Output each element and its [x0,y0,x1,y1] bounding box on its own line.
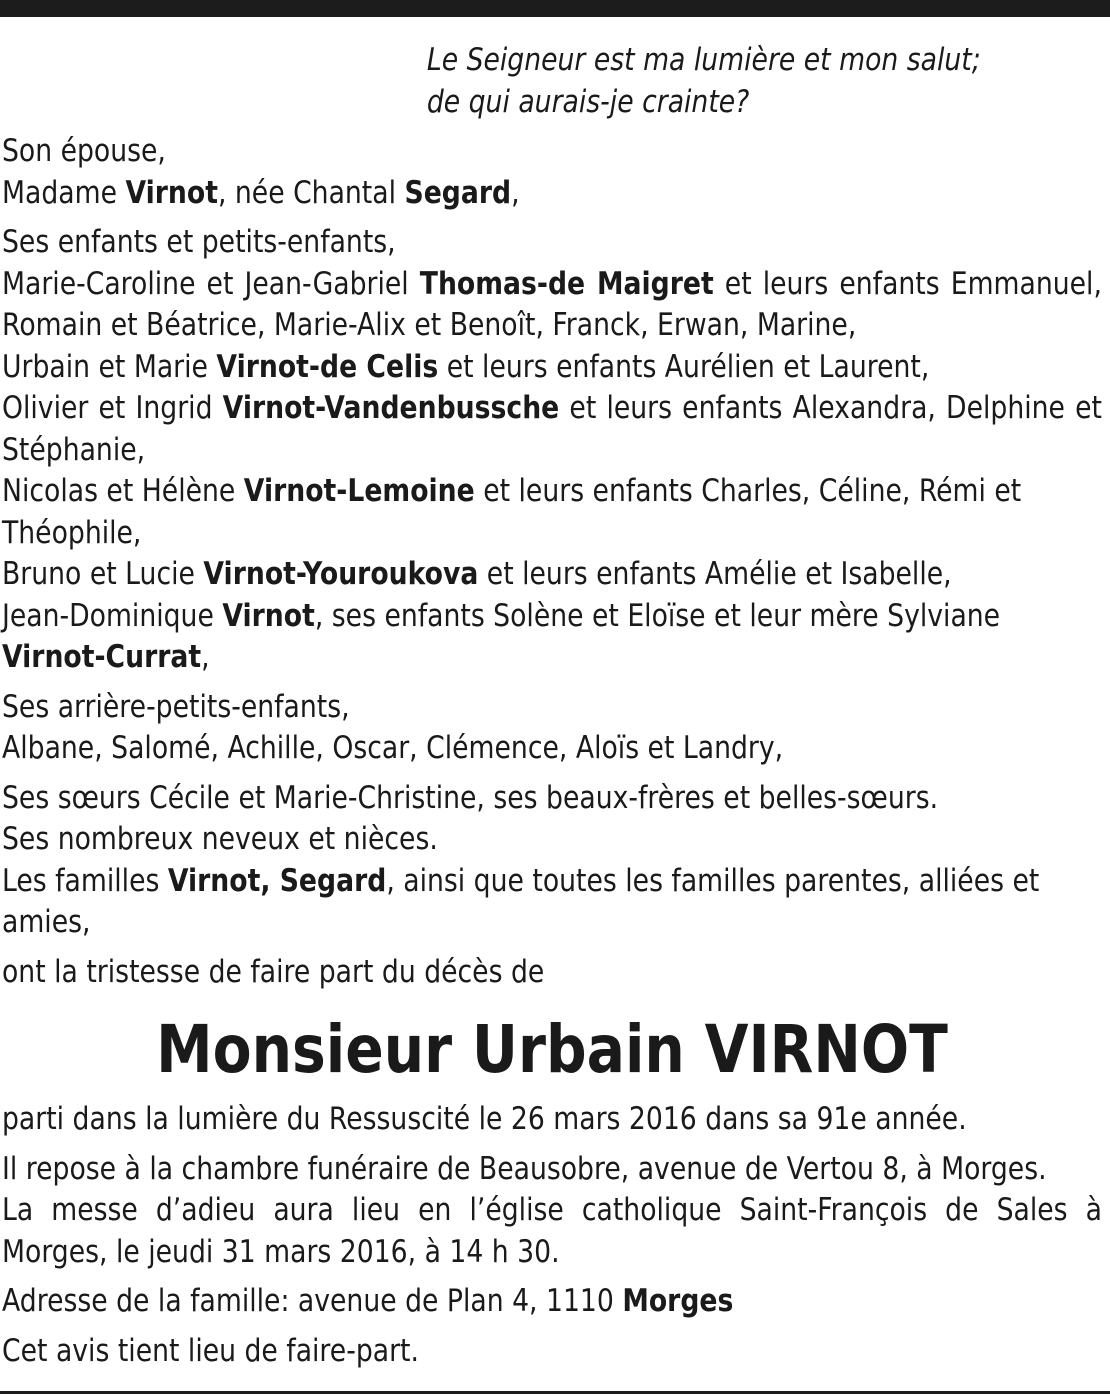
spouse-maiden-name: Segard [404,174,512,211]
spouse-intro: Son épouse, [2,133,166,169]
great-grandchildren-section [2,687,1102,770]
child-6-mother-surname: Virnot-Currat [2,639,202,675]
child-family-1 [2,264,1102,347]
obituary-notice [2,40,1102,1372]
nephews-line: Ses nombreux neveux et nièces. [2,821,438,857]
families-names: Virnot, Segard [167,862,387,899]
child-6-details: , ses enfants Solène et Eloïse et leur mère Sylviane [314,597,1001,634]
child-family-2 [2,347,1102,389]
child-4-surname: Virnot-Lemoine [243,473,475,509]
departure-line: parti dans la lumière du Ressuscité le 26 mars 2016 dans sa 91e année. [2,1101,967,1137]
families-line [2,861,1102,944]
child-2-surname: Virnot-de Celis [216,348,439,385]
child-5-details: et leurs enfants Amélie et Isabelle, [478,556,952,592]
spouse-section [2,131,1102,214]
sisters-line: Ses sœurs Cécile et Marie-Christine, ses beaux-frères et belles-sœurs. [2,779,939,816]
quote-line-1: Le Seigneur est ma lumière et mon salut; [426,42,981,78]
spouse-suffix: , [511,174,520,211]
address-city: Morges [622,1283,734,1319]
spouse-prefix: Madame [2,174,126,211]
child-family-4 [2,471,1102,554]
children-intro: Ses enfants et petits-enfants, [2,224,396,260]
child-5-names: Bruno et Lucie [2,556,204,592]
announcement-line: ont la tristesse de faire part du décès de [2,953,545,990]
child-2-names: Urbain et Marie [2,348,217,385]
spouse-surname: Virnot [125,174,218,211]
child-1-names: Marie-Caroline et Jean-Gabriel [2,265,420,302]
child-4-names: Nicolas et Hélène [2,473,244,509]
child-1-details: et leurs enfants Emmanuel, Romain et Béatrice, Marie-Alix et Benoît, Franck, Erwan, Marine, [2,265,1102,343]
great-grandchildren-intro: Ses arrière-petits-enfants, [2,688,350,725]
child-family-5 [2,554,1102,596]
child-3-names: Olivier et Ingrid [2,390,223,426]
families-prefix: Les familles [2,862,168,899]
bottom-rule [0,1391,1110,1394]
epigraph-quote [427,40,1102,123]
spouse-line [2,173,1102,215]
family-address [2,1281,1102,1323]
rests-line: Il repose à la chambre funéraire de Beausobre, avenue de Vertou 8, à Morges. [2,1150,1047,1187]
child-4-details: et leurs enfants Charles, Céline, Rémi et Théophile, [2,473,1022,551]
children-section [2,222,1102,679]
closing-line: Cet avis tient lieu de faire-part. [2,1332,419,1369]
child-3-surname: Virnot-Vandenbussche [222,390,560,426]
child-5-surname: Virnot-Youroukova [203,556,479,592]
relatives-section [2,778,1102,944]
child-6-surname: Virnot [222,597,315,634]
child-6-names: Jean-Dominique [2,597,223,634]
spouse-middle: , née Chantal [217,174,405,211]
child-family-6 [2,596,1102,679]
mass-line: La messe d’adieu aura lieu en l’église catholique Saint-François de Sales à Morges, le jeudi 31 mars 2016, à 14 h 30. [2,1192,1102,1270]
child-1-surname: Thomas-de Maigret [419,265,714,302]
great-grandchildren-names: Albane, Salomé, Achille, Oscar, Clémence, Aloïs et Landry, [2,730,784,766]
child-family-3 [2,388,1102,471]
address-text: Adresse de la famille: avenue de Plan 4, 1110 [2,1283,623,1319]
families-details: , ainsi que toutes les familles parentes, alliées et amies, [2,862,1040,940]
top-rule [0,0,1110,17]
child-3-details: et leurs enfants Alexandra, Delphine et Stéphanie, [2,390,1102,468]
arrangements-section [2,1149,1102,1274]
quote-line-2: de qui aurais-je crainte? [426,83,750,120]
child-6-suffix: , [201,639,210,675]
child-2-details: et leurs enfants Aurélien et Laurent, [438,348,930,385]
deceased-name: Monsieur Urbain VIRNOT [156,1011,948,1088]
